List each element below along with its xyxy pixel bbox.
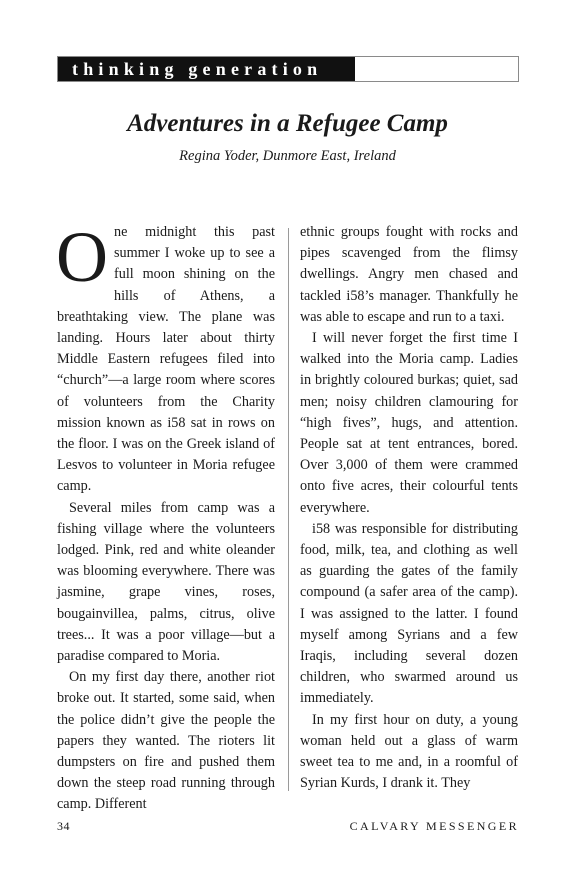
article-column-left — [56, 217, 275, 816]
paragraph: On my first day there, another riot broke out. It started, some said, when the police didn’t give the people the papers they wanted. The rioters lit dumpsters on fire and pushed them down the steep road running through camp. Different — [57, 669, 275, 813]
section-tag: thinking generation — [58, 57, 355, 81]
article-column-right — [300, 222, 518, 794]
paragraph — [56, 217, 275, 498]
column-divider — [288, 228, 289, 791]
paragraph-text: ne midnight this past summer I woke up to see a full moon shining on the hills of Athens, a breathtaking view. The plane was landing. Hours later about thirty Middle Eastern refugees filed into “church”—a large room where scores of volunteers from the Charity mission known as i58 sat in rows on the floor. I was on the Greek island of Lesvos to volunteer in Moria refugee camp. — [57, 224, 275, 495]
paragraph: i58 was responsible for distributing food, milk, tea, and clothing as well as guarding the gates of the family compound (a safer area of the camp). I was assigned to the latter. I found myself among Syrians and a few Iraqis, including several dozen children, who swarmed around us immediately. — [300, 520, 518, 707]
paragraph: Several miles from camp was a fishing village where the volunteers lodged. Pink, red and white oleander was blooming everywhere. There was jasmine, grape vines, roses, bougainvillea, palms, citrus, olive trees... It was a poor village—but a paradise compared to Moria. — [57, 499, 275, 665]
article-title: Adventures in a Refugee Camp — [127, 110, 448, 137]
drop-cap: O — [56, 217, 108, 297]
publication-name: CALVARY MESSENGER — [349, 819, 519, 833]
page-number: 34 — [57, 819, 70, 833]
article-byline: Regina Yoder, Dunmore East, Ireland — [179, 148, 396, 164]
paragraph: I will never forget the first time I walked into the Moria camp. Ladies in brightly coloured burkas; quiet, sad men; noisy children clamouring for “high fives”, hugs, and attention. People sat at tent entrances, bored. Over 3,000 of them were crammed onto five acres, their colourful tents everywhere. — [300, 330, 518, 516]
paragraph: In my first hour on duty, a young woman held out a glass of warm sweet tea to me and, in a roomful of Syrian Kurds, I drank it. They — [300, 711, 518, 792]
paragraph: ethnic groups fought with rocks and pipes scavenged from the flimsy dwellings. Angry men chased and tackled i58’s manager. Thankfully he was able to escape and run to a taxi. — [300, 224, 518, 325]
section-header-bar — [57, 56, 519, 82]
